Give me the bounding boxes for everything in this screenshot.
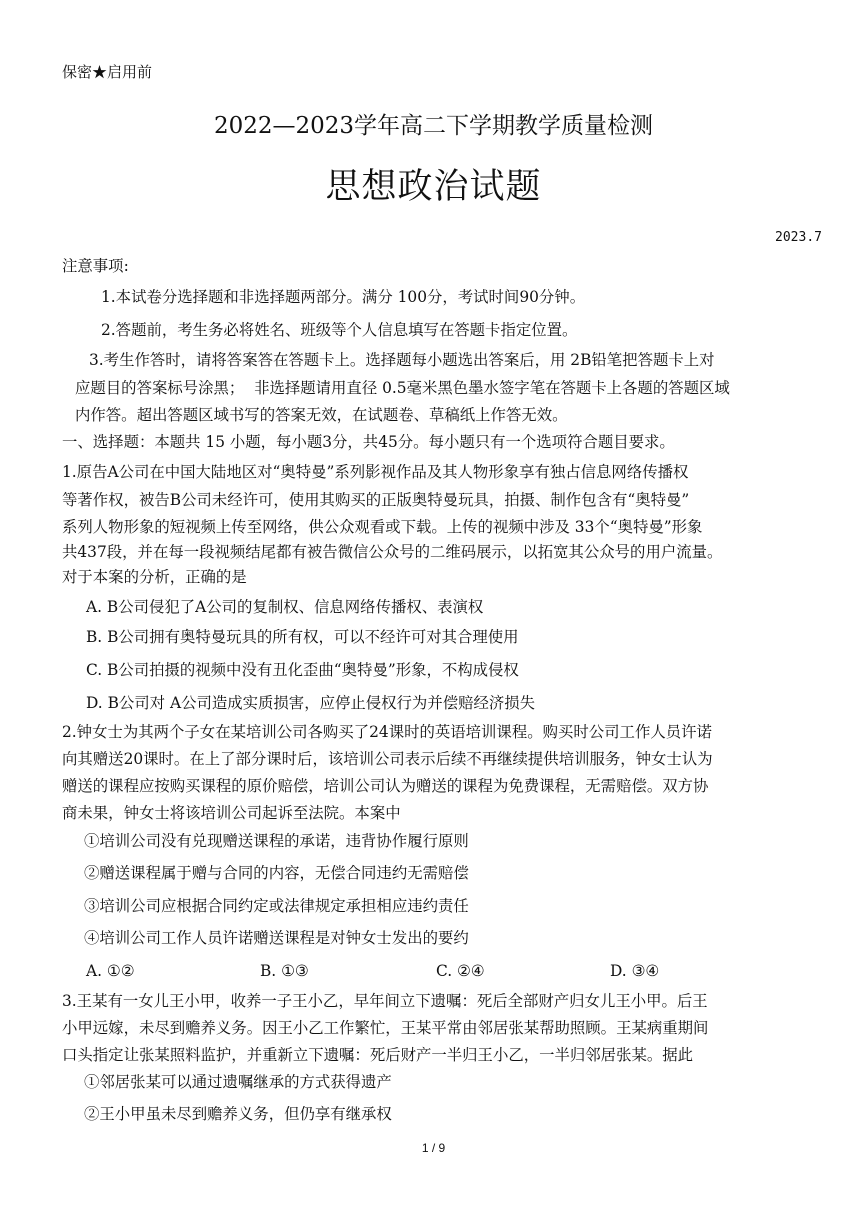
question-3-line: 小甲远嫁，未尽到赡养义务。因王小乙工作繁忙，王某平常由邻居张某帮助照顾。王某病重期间 bbox=[62, 1019, 709, 1037]
question-2-line: 2.钟女士为其两个子女在某培训公司各购买了24课时的英语培训课程。购买时公司工作人员许诺 bbox=[62, 723, 712, 741]
question-1-line: 等著作权，被告B公司未经许可，使用其购买的正版奥特曼玩具，拍摄、制作包含有“奥特曼” bbox=[62, 491, 690, 509]
exam-title: 思想政治试题 bbox=[325, 167, 542, 207]
question-2-option-a: A. ①② bbox=[86, 962, 135, 980]
page-number: 1 / 9 bbox=[421, 1141, 446, 1155]
question-1-line: 对于本案的分析，正确的是 bbox=[62, 568, 247, 586]
question-2-statement-4: ④培训公司工作人员许诺赠送课程是对钟女士发出的要约 bbox=[84, 929, 469, 947]
exam-subtitle: 2022—2023学年高二下学期教学质量检测 bbox=[213, 113, 654, 139]
notice-item-3-line-2: 应题目的答案标号涂黑； 非选择题请用直径 0.5毫米黑色墨水签字笔在答题卡上各题的答题区域 bbox=[75, 379, 730, 397]
notice-item-3-line-1: 3.考生作答时，请将答案答在答题卡上。选择题每小题选出答案后，用 2B铅笔把答题卡上对 bbox=[89, 351, 715, 369]
question-1-line: 共437段，并在每一段视频结尾都有被告微信公众号的二维码展示，以拓宽其公众号的用户流量。 bbox=[62, 543, 723, 561]
notice-item-3-line-3: 内作答。超出答题区域书写的答案无效，在试题卷、草稿纸上作答无效。 bbox=[75, 406, 568, 424]
question-2-line: 向其赠送20课时。在上了部分课时后，该培训公司表示后续不再继续提供培训服务，钟女士认为 bbox=[62, 750, 713, 768]
section-heading: 一、选择题：本题共 15 小题，每小题3分，共45分。每小题只有一个选项符合题目要求。 bbox=[62, 433, 675, 451]
question-3-statement-2: ②王小甲虽未尽到赡养义务，但仍享有继承权 bbox=[84, 1105, 392, 1123]
question-2-line: 赠送的课程应按购买课程的原价赔偿，培训公司认为赠送的课程为免费课程，无需赔偿。双方协 bbox=[62, 777, 709, 795]
question-2-line: 商未果，钟女士将该培训公司起诉至法院。本案中 bbox=[62, 804, 401, 822]
question-1-option-c: C. B公司拍摄的视频中没有丑化歪曲“奥特曼”形象，不构成侵权 bbox=[86, 661, 519, 679]
exam-date: 2023.7 bbox=[775, 230, 822, 245]
question-1-line: 1.原告A公司在中国大陆地区对“奥特曼”系列影视作品及其人物形象享有独占信息网络传播权 bbox=[62, 463, 689, 481]
question-1-option-b: B. B公司拥有奥特曼玩具的所有权，可以不经许可对其合理使用 bbox=[86, 628, 519, 646]
question-2-option-c: C. ②④ bbox=[436, 962, 485, 980]
question-2-statement-2: ②赠送课程属于赠与合同的内容，无偿合同违约无需赔偿 bbox=[84, 864, 469, 882]
question-3-line: 3.王某有一女儿王小甲，收养一子王小乙，早年间立下遗嘱：死后全部财产归女儿王小甲。后王 bbox=[62, 992, 708, 1010]
question-2-statement-3: ③培训公司应根据合同约定或法律规定承担相应违约责任 bbox=[84, 897, 469, 915]
question-2-option-b: B. ①③ bbox=[260, 962, 309, 980]
notice-heading: 注意事项: bbox=[62, 257, 129, 275]
question-2-option-d: D. ③④ bbox=[610, 962, 660, 980]
question-1-option-a: A. B公司侵犯了A公司的复制权、信息网络传播权、表演权 bbox=[86, 598, 484, 616]
question-3-line: 口头指定让张某照料监护，并重新立下遗嘱：死后财产一半归王小乙，一半归邻居张某。据此 bbox=[62, 1046, 694, 1064]
question-2-statement-1: ①培训公司没有兑现赠送课程的承诺，违背协作履行原则 bbox=[84, 832, 469, 850]
notice-item-1: 1.本试卷分选择题和非选择题两部分。满分 100分，考试时间90分钟。 bbox=[101, 288, 586, 306]
question-3-statement-1: ①邻居张某可以通过遗嘱继承的方式获得遗产 bbox=[84, 1073, 392, 1091]
notice-item-2: 2.答题前，考生务必将姓名、班级等个人信息填写在答题卡指定位置。 bbox=[101, 321, 578, 339]
question-1-line: 系列人物形象的短视频上传至网络，供公众观看或下载。上传的视频中涉及 33个“奥特曼”形象 bbox=[62, 518, 703, 536]
confidential-mark: 保密★启用前 bbox=[62, 63, 153, 81]
question-1-option-d: D. B公司对 A公司造成实质损害，应停止侵权行为并偿赔经济损失 bbox=[86, 694, 536, 712]
